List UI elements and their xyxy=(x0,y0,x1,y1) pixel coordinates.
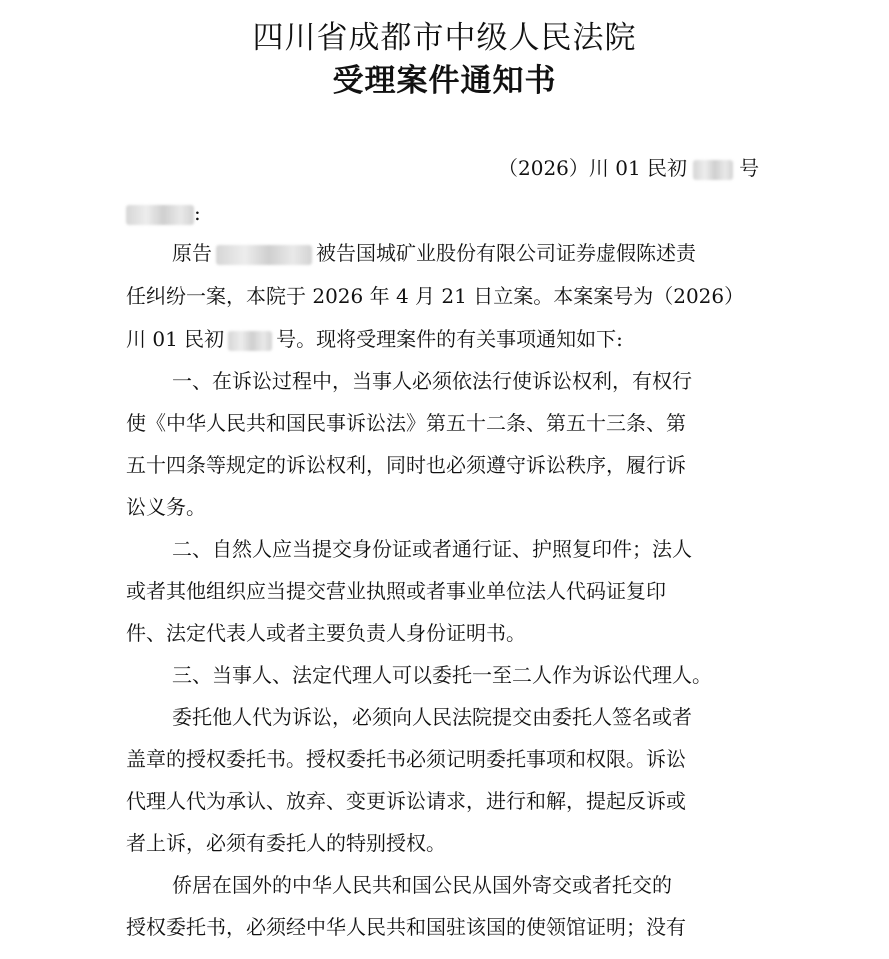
body-line: 侨居在国外的中华人民共和国公民从国外寄交或者托交的 xyxy=(172,873,672,897)
body-line xyxy=(126,326,623,352)
body-line: 使《中华人民共和国民事诉讼法》第五十二条、第五十三条、第 xyxy=(126,411,686,435)
court-name: 四川省成都市中级人民法院 xyxy=(252,20,637,56)
body-line: 五十四条等规定的诉讼权利，同时也必须遵守诉讼秩序，履行诉 xyxy=(126,453,686,477)
text-case-prefix: 川 01 民初 xyxy=(126,327,225,351)
redacted-plaintiff xyxy=(216,245,312,265)
text-notice-intro: 号。现将受理案件的有关事项通知如下: xyxy=(276,327,623,351)
body-line: 二、自然人应当提交身份证或者通行证、护照复印件；法人 xyxy=(172,537,692,561)
body-line: 授权委托书，必须经中华人民共和国驻该国的使领馆证明；没有 xyxy=(126,915,686,939)
body-line: 代理人代为承认、放弃、变更诉讼请求，进行和解，提起反诉或 xyxy=(126,789,686,813)
case-number-prefix: （2026）川 01 民初 xyxy=(498,156,688,180)
case-number xyxy=(498,155,759,181)
redacted-addressee xyxy=(126,205,194,225)
body-line: 委托他人代为诉讼，必须向人民法院提交由委托人签名或者 xyxy=(172,705,692,729)
redacted-case-serial-2 xyxy=(228,331,272,351)
body-line: 任纠纷一案，本院于 2026 年 4 月 21 日立案。本案案号为（2026） xyxy=(126,284,745,308)
body-line: 讼义务。 xyxy=(126,495,206,519)
addressee-line xyxy=(126,200,201,226)
body-line: 三、当事人、法定代理人可以委托一至二人作为诉讼代理人。 xyxy=(172,663,712,687)
text-defendant: 被告国城矿业股份有限公司证券虚假陈述责 xyxy=(316,241,696,265)
addressee-colon: : xyxy=(194,201,201,225)
body-line xyxy=(172,240,696,266)
body-line: 者上诉，必须有委托人的特别授权。 xyxy=(126,831,446,855)
body-line: 一、在诉讼过程中，当事人必须依法行使诉讼权利，有权行 xyxy=(172,369,692,393)
body-line: 件、法定代表人或者主要负责人身份证明书。 xyxy=(126,621,526,645)
redacted-case-serial xyxy=(693,160,733,180)
body-line: 或者其他组织应当提交营业执照或者事业单位法人代码证复印 xyxy=(126,579,666,603)
document-title: 受理案件通知书 xyxy=(332,63,557,99)
body-line: 盖章的授权委托书。授权委托书必须记明委托事项和权限。诉讼 xyxy=(126,747,686,771)
text-plaintiff: 原告 xyxy=(172,241,212,265)
case-number-suffix: 号 xyxy=(739,156,760,180)
